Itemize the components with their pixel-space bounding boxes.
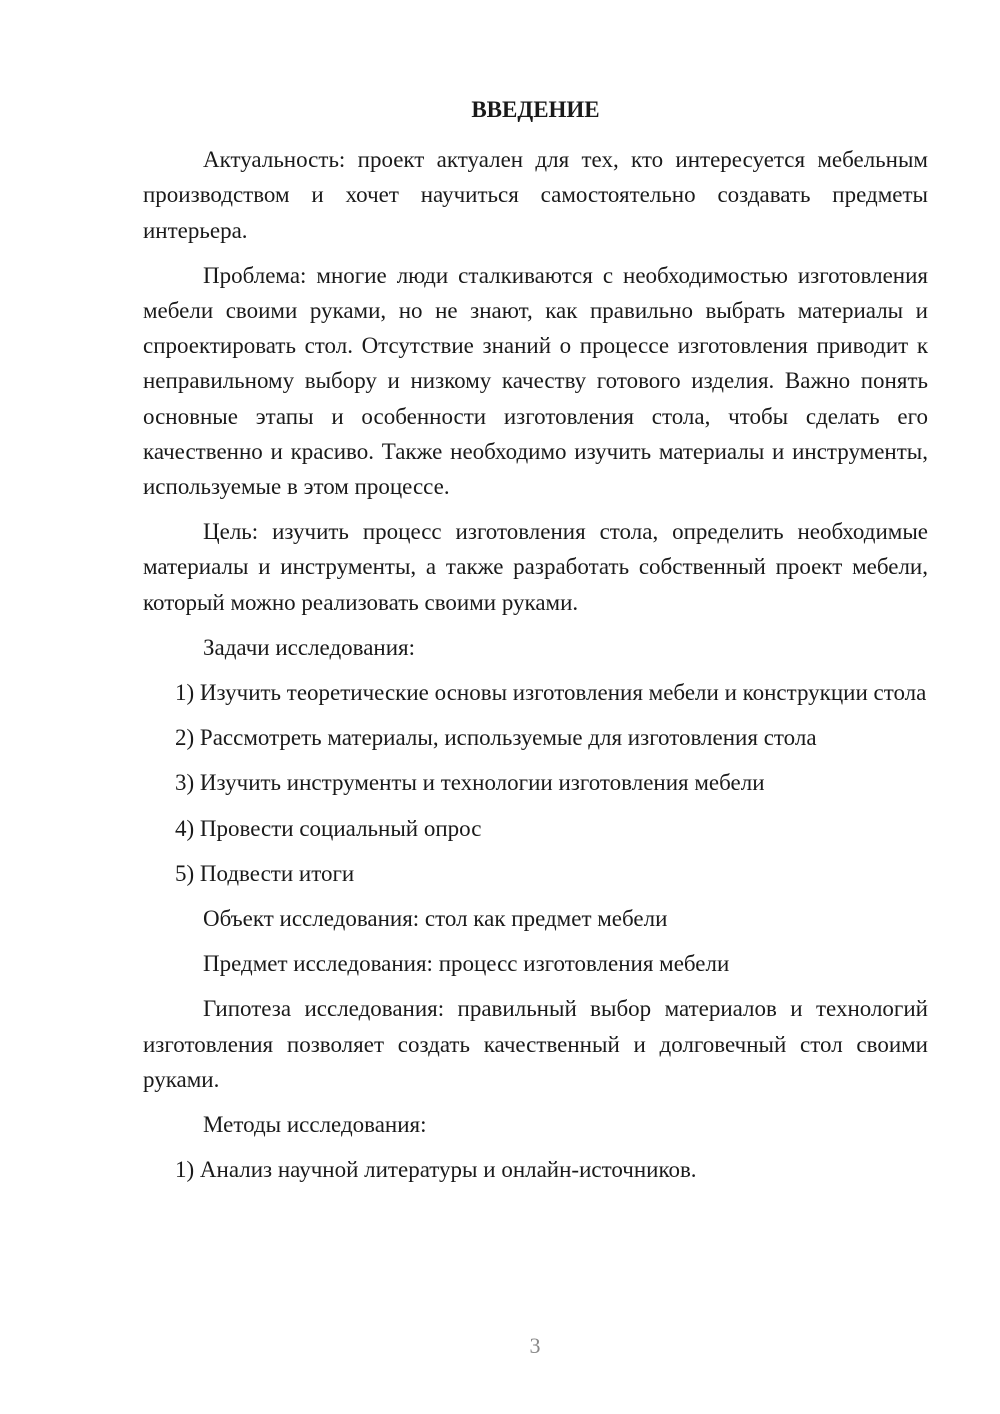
relevance-paragraph: Актуальность: проект актуален для тех, кто интересуется мебельным производством и хочет научиться самостоятельно создавать предметы интерьера. xyxy=(143,147,928,243)
methods-heading: Методы исследования: xyxy=(203,1112,427,1138)
tasks-heading: Задачи исследования: xyxy=(203,634,416,660)
task-item: 2) Рассмотреть материалы, используемые для изготовления стола xyxy=(175,725,817,751)
task-item: 4) Провести социальный опрос xyxy=(175,815,482,841)
page-number: 3 xyxy=(529,1333,541,1358)
subject-paragraph: Предмет исследования: процесс изготовления мебели xyxy=(203,951,730,977)
goal-paragraph: Цель: изучить процесс изготовления стола, определить необходимые материалы и инструменты, а также разработать собственный проект мебели, который можно реализовать своими руками. xyxy=(143,519,928,615)
object-paragraph: Объект исследования: стол как предмет мебели xyxy=(203,906,668,932)
hypothesis-paragraph: Гипотеза исследования: правильный выбор материалов и технологий изготовления позволяет создать качественный и долговечный стол своими руками. xyxy=(143,996,928,1092)
problem-paragraph: Проблема: многие люди сталкиваются с необходимостью изготовления мебели своими руками, но не знают, как правильно выбрать материалы и спроектировать стол. Отсутствие знаний о процессе изготовления приводит к неправильному выбору и низкому качеству готового изделия. Важно понять основные этапы и особенности изготовления стола, чтобы сделать его качественно и красиво. Также необходимо изучить материалы и инструменты, используемые в этом процессе. xyxy=(143,262,928,500)
section-title: ВВЕДЕНИЕ xyxy=(471,97,600,122)
method-item: 1) Анализ научной литературы и онлайн-источников. xyxy=(175,1157,697,1183)
task-item: 3) Изучить инструменты и технологии изготовления мебели xyxy=(175,770,765,796)
task-item: 5) Подвести итоги xyxy=(175,860,355,886)
document-page xyxy=(143,92,928,1197)
task-item: 1) Изучить теоретические основы изготовления мебели и конструкции стола xyxy=(175,680,927,706)
